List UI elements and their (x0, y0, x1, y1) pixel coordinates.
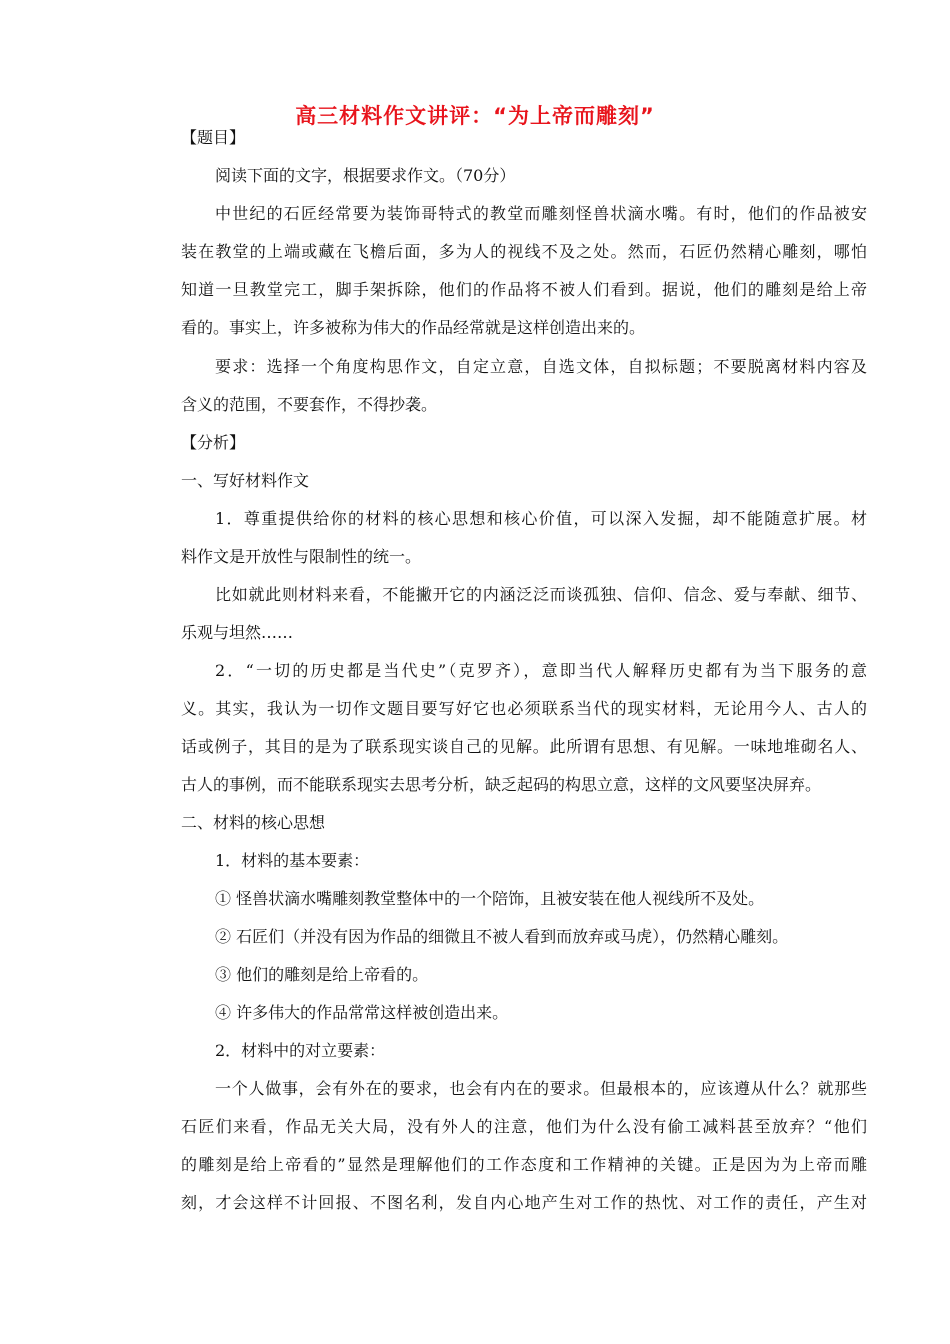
paragraph-line: 知道一旦教堂完工，脚手架拆除，他们的作品将不被人们看到。据说，他们的雕刻是给上帝 (181, 280, 867, 299)
paragraph-line: 装在教堂的上端或藏在飞檐后面，多为人的视线不及之处。然而，石匠仍然精心雕刻，哪怕 (181, 242, 867, 261)
paragraph-line: 的雕刻是给上帝看的”显然是理解他们的工作态度和工作精神的关键。正是因为为上帝而雕 (181, 1155, 867, 1174)
section-header-topic: 【题目】 (181, 128, 246, 147)
paragraph-line: 中世纪的石匠经常要为装饰哥特式的教堂而雕刻怪兽状滴水嘴。有时，他们的作品被安 (215, 204, 867, 223)
paragraph-line: 要求：选择一个角度构思作文，自定立意，自选文体，自拟标题；不要脱离材料内容及 (215, 357, 867, 376)
list-heading: 2．材料中的对立要素： (215, 1041, 386, 1060)
paragraph-line: 比如就此则材料来看，不能撇开它的内涵泛泛而谈孤独、信仰、信念、爱与奉献、细节、 (215, 585, 867, 604)
subheading: 二、材料的核心思想 (181, 813, 326, 832)
paragraph-line: 一个人做事，会有外在的要求，也会有内在的要求。但最根本的，应该遵从什么？就那些 (215, 1079, 867, 1098)
paragraph-line: 古人的事例，而不能联系现实去思考分析，缺乏起码的构思立意，这样的文风要坚决屏弃。 (181, 775, 822, 794)
list-item: ① 怪兽状滴水嘴雕刻教堂整体中的一个陪饰，且被安装在他人视线所不及处。 (215, 889, 765, 908)
paragraph-line: 2．“一切的历史都是当代史”（克罗齐），意即当代人解释历史都有为当下服务的意 (215, 661, 867, 680)
paragraph-line: 石匠们来看，作品无关大局，没有外人的注意，他们为什么没有偷工减料甚至放弃？“他们 (181, 1117, 867, 1136)
paragraph-line: 1．尊重提供给你的材料的核心思想和核心价值，可以深入发掘，却不能随意扩展。材 (215, 509, 867, 528)
document-title: 高三材料作文讲评：“为上帝而雕刻” (295, 104, 655, 128)
paragraph-line: 含义的范围，不要套作，不得抄袭。 (181, 395, 438, 414)
paragraph-line: 义。其实，我认为一切作文题目要写好它也必须联系当代的现实材料，无论用今人、古人的 (181, 699, 867, 718)
section-header-analysis: 【分析】 (181, 433, 246, 452)
list-item: ② 石匠们（并没有因为作品的细微且不被人看到而放弃或马虎），仍然精心雕刻。 (215, 927, 789, 946)
list-heading: 1．材料的基本要素： (215, 851, 370, 870)
subheading: 一、写好材料作文 (181, 471, 310, 490)
paragraph-line: 刻，才会这样不计回报、不图名利，发自内心地产生对工作的热忱、对工作的责任，产生对 (181, 1193, 867, 1212)
list-item: ④ 许多伟大的作品常常这样被创造出来。 (215, 1003, 509, 1022)
paragraph-line: 料作文是开放性与限制性的统一。 (181, 547, 422, 566)
list-item: ③ 他们的雕刻是给上帝看的。 (215, 965, 429, 984)
paragraph-line: 阅读下面的文字，根据要求作文。（70分） (215, 166, 516, 185)
paragraph-line: 乐观与坦然…… (181, 623, 294, 642)
paragraph-line: 话或例子，其目的是为了联系现实谈自己的见解。此所谓有思想、有见解。一味地堆砌名人、 (181, 737, 867, 756)
paragraph-line: 看的。事实上，许多被称为伟大的作品经常就是这样创造出来的。 (181, 318, 646, 337)
